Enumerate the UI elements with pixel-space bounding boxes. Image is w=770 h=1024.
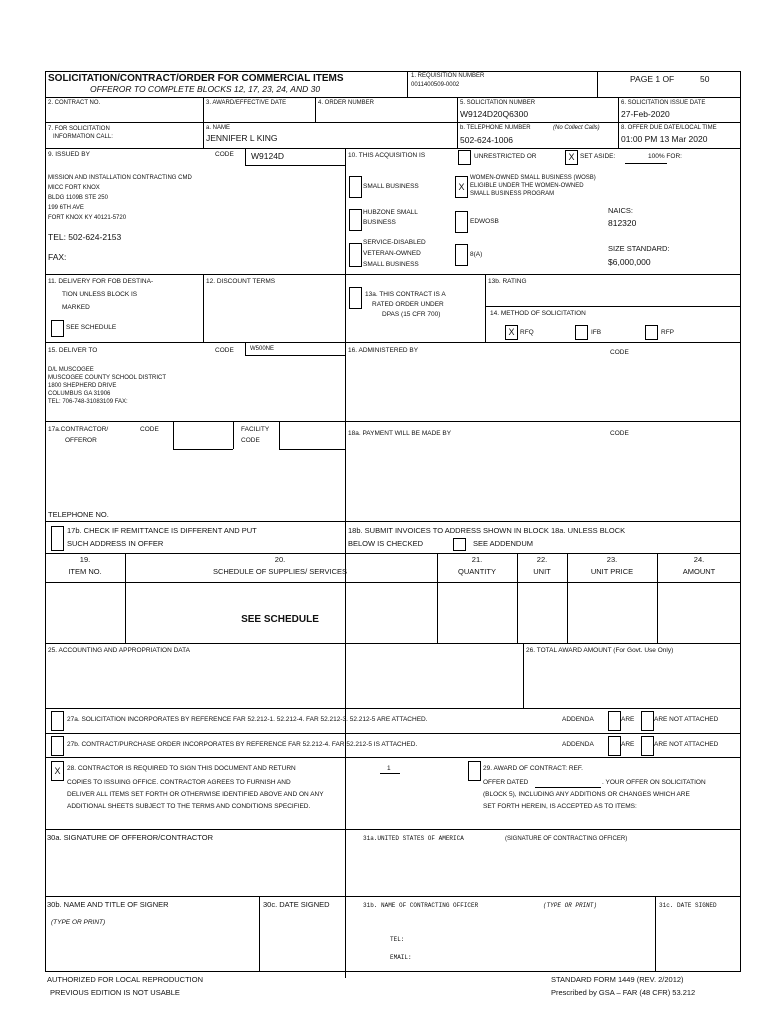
small-business-label: SMALL BUSINESS — [363, 183, 419, 190]
remittance-checkbox[interactable] — [51, 526, 64, 551]
far-27b-checkbox[interactable] — [51, 736, 64, 756]
far-27a-addenda: ADDENDA — [562, 716, 594, 723]
ifb-checkbox[interactable] — [575, 325, 588, 340]
col-price-name: UNIT PRICE — [590, 567, 634, 576]
footer-right-2: Prescribed by GSA – FAR (48 CFR) 53.212 — [551, 988, 696, 997]
contractor-label-2: OFFEROR — [65, 437, 97, 444]
award-text-1: 29. AWARD OF CONTRACT: REF. — [483, 765, 583, 772]
issued-address-1: MISSION AND INSTALLATION CONTRACTING CMD — [48, 175, 192, 181]
set-aside-checkbox[interactable]: X — [565, 150, 578, 165]
unrestricted-label: UNRESTRICTED OR — [474, 153, 537, 160]
col-amount-name: AMOUNT — [682, 567, 716, 576]
far-27a-are: ARE — [621, 716, 635, 723]
facility-label-2: CODE — [241, 437, 260, 444]
far-27a-are-checkbox[interactable] — [608, 711, 621, 731]
page-total: 50 — [700, 74, 710, 84]
issued-address-4: 199 6TH AVE — [48, 205, 84, 211]
fob-line-3: MARKED — [62, 304, 90, 311]
far-27a-not: ARE NOT ATTACHED — [654, 716, 719, 723]
issued-address-3: BLDG 1109B STE 250 — [48, 195, 108, 201]
fob-line-2: TION UNLESS BLOCK IS — [62, 291, 138, 298]
col-amount-num: 24. — [693, 555, 705, 564]
rfq-checkbox[interactable]: X — [505, 325, 518, 340]
sign-text-2: COPIES TO ISSUING OFFICE. CONTRACTOR AGREES TO FURNISH AND — [67, 779, 291, 786]
far-27b-are: ARE — [621, 741, 635, 748]
form-subtitle: OFFEROR TO COMPLETE BLOCKS 12, 17, 23, 24, AND 30 — [90, 84, 321, 94]
date-31c-label: 31c. DATE SIGNED — [659, 902, 717, 909]
award-text-2b: . YOUR OFFER ON SOLICITATION — [602, 779, 706, 786]
name-title-label: 30b. NAME AND TITLE OF SIGNER — [47, 900, 169, 909]
rating-label: 13b. RATING — [488, 278, 527, 285]
sdvosb-line-2: VETERAN-OWNED — [363, 250, 421, 257]
see-schedule-checkbox[interactable] — [51, 320, 64, 337]
size-standard: $6,000,000 — [608, 257, 651, 267]
order-number-label: 4. ORDER NUMBER — [318, 100, 375, 106]
col-unit-num: 22. — [536, 555, 548, 564]
set-aside-label: SET ASIDE: — [580, 153, 616, 160]
issued-address-5: FORT KNOX KY 40121-5720 — [48, 215, 127, 221]
telephone-label: TELEPHONE NO. — [48, 510, 109, 519]
contract-no-label: 2. CONTRACT NO. — [48, 100, 101, 106]
award-date-label: 3. AWARD/EFFECTIVE DATE — [206, 100, 287, 106]
issue-date: 27-Feb-2020 — [621, 109, 670, 119]
rfp-label: RFP — [661, 329, 674, 336]
unrestricted-checkbox[interactable] — [458, 150, 471, 165]
footer-right-1: STANDARD FORM 1449 (REV. 2/2012) — [551, 975, 684, 984]
total-award-label: 26. TOTAL AWARD AMOUNT (For Govt. Use Only) — [526, 647, 674, 654]
hubzone-line-1: HUBZONE SMALL — [363, 209, 418, 216]
administered-code-label: CODE — [610, 349, 629, 356]
hubzone-checkbox[interactable] — [349, 209, 362, 231]
offeror-signature-label: 30a. SIGNATURE OF OFFEROR/CONTRACTOR — [47, 833, 213, 842]
edwosb-checkbox[interactable] — [455, 211, 468, 233]
deliver-address-5: TEL: 706-748-31083109 FAX: — [48, 399, 128, 405]
deliver-address-4: COLUMBUS GA 31906 — [48, 391, 111, 397]
officer-tel-label: TEL: — [390, 936, 405, 943]
edwosb-label: EDWOSB — [470, 218, 499, 225]
see-schedule-label: SEE SCHEDULE — [66, 324, 117, 331]
issued-code: W9124D — [251, 151, 285, 161]
info-call-label-1: 7. FOR SOLICITATION — [48, 126, 110, 132]
far-27b-text: 27b. CONTRACT/PURCHASE ORDER INCORPORATES BY REFERENCE FAR 52.212-4. FAR 52.212-5 IS ATTACHED. — [67, 741, 418, 748]
acquisition-label: 10. THIS ACQUISITION IS — [348, 152, 426, 159]
deliver-to-code-label: CODE — [215, 347, 234, 354]
remittance-line-2: SUCH ADDRESS IN OFFER — [67, 539, 164, 548]
ifb-label: IFB — [591, 329, 602, 336]
issued-address-2: MICC FORT KNOX — [48, 185, 100, 191]
deliver-address-1: D/L MUSCOGEE — [48, 367, 94, 373]
small-business-checkbox[interactable] — [349, 176, 362, 198]
payment-label: 18a. PAYMENT WILL BE MADE BY — [348, 430, 452, 437]
solicitation-form — [45, 71, 741, 972]
rated-line-2: RATED ORDER UNDER — [372, 301, 444, 308]
offer-due-label: 8. OFFER DUE DATE/LOCAL TIME — [621, 125, 717, 131]
footer-left-1: AUTHORIZED FOR LOCAL REPRODUCTION — [47, 975, 203, 984]
issue-date-label: 6. SOLICITATION ISSUE DATE — [621, 100, 706, 106]
officer-signature-label: (SIGNATURE OF CONTRACTING OFFICER) — [505, 836, 628, 842]
phone-label: b. TELEPHONE NUMBER — [460, 125, 531, 131]
col-item-name: ITEM NO. — [68, 567, 102, 576]
col-supplies-num: 20. — [274, 555, 286, 564]
award-checkbox[interactable] — [468, 761, 481, 781]
8a-label: 8(A) — [470, 251, 483, 258]
rated-line-1: 13a. THIS CONTRACT IS A — [365, 291, 446, 298]
size-standard-label: SIZE STANDARD: — [608, 244, 670, 253]
sign-text-4: ADDITIONAL SHEETS SUBJECT TO THE TERMS AND CONDITIONS SPECIFIED. — [67, 803, 311, 810]
award-text-4: SET FORTH HEREIN, IS ACCEPTED AS TO ITEMS: — [483, 803, 637, 810]
award-text-2: OFFER DATED — [483, 779, 529, 786]
contact-name: JENNIFER L KING — [206, 133, 278, 143]
solicitation-number-label: 5. SOLICITATION NUMBER — [460, 100, 536, 106]
far-27a-text: 27a. SOLICITATION INCORPORATES BY REFERENCE FAR 52.212-1. 52.212-4. FAR 52.212-3. 52.212-5 ARE ATTACHED. — [67, 716, 428, 723]
issued-code-label: CODE — [215, 151, 234, 158]
footer-left-2: PREVIOUS EDITION IS NOT USABLE — [50, 988, 180, 997]
offer-due-date: 01:00 PM 13 Mar 2020 — [621, 134, 708, 144]
far-27a-checkbox[interactable] — [51, 711, 64, 731]
type-print-note-2: (TYPE OR PRINT) — [543, 902, 598, 909]
far-27b-not: ARE NOT ATTACHED — [654, 741, 719, 748]
type-print-note: (TYPE OR PRINT) — [51, 919, 106, 926]
addendum-label: SEE ADDENDUM — [473, 539, 534, 548]
contractor-sign-checkbox[interactable]: X — [51, 761, 64, 781]
deliver-to-label: 15. DELIVER TO — [48, 347, 98, 354]
far-27b-are-checkbox[interactable] — [608, 736, 621, 756]
see-schedule-heading: SEE SCHEDULE — [241, 614, 319, 625]
contractor-code-label: CODE — [140, 426, 159, 433]
award-text-3: (BLOCK 5), INCLUDING ANY ADDITIONS OR CHANGES WHICH ARE — [483, 791, 690, 798]
requisition-number: 0011400509-0002 — [411, 82, 460, 88]
deliver-address-2: MUSCOGEE COUNTY SCHOOL DISTRICT — [48, 375, 167, 381]
invoice-line-1: 18b. SUBMIT INVOICES TO ADDRESS SHOWN IN BLOCK 18a. UNLESS BLOCK — [348, 526, 626, 535]
sign-text-1: 28. CONTRACTOR IS REQUIRED TO SIGN THIS DOCUMENT AND RETURN — [67, 765, 296, 772]
naics-label: NAICS: — [608, 206, 634, 215]
sdvosb-line-3: SMALL BUSINESS — [363, 261, 419, 268]
administered-by-label: 16. ADMINISTERED BY — [348, 347, 419, 354]
rated-line-3: DPAS (15 CFR 700) — [382, 311, 441, 318]
hubzone-line-2: BUSINESS — [363, 219, 396, 226]
issued-tel: TEL: 502-624-2153 — [48, 232, 122, 242]
rfp-checkbox[interactable] — [645, 325, 658, 340]
col-unit-name: UNIT — [533, 567, 551, 576]
8a-checkbox[interactable] — [455, 244, 468, 266]
naics-code: 812320 — [608, 218, 637, 228]
remittance-line-1: 17b. CHECK IF REMITTANCE IS DIFFERENT AND PUT — [67, 526, 257, 535]
issued-by-label: 9. ISSUED BY — [48, 151, 90, 158]
no-collect-note: (No Collect Calls) — [553, 125, 600, 131]
officer-email-label: EMAIL: — [390, 954, 412, 961]
wosb-line-2: ELIGIBLE UNDER THE WOMEN-OWNED — [470, 183, 584, 189]
far-27a-not-checkbox[interactable] — [641, 711, 654, 731]
rfq-label: RFQ — [520, 329, 534, 336]
issued-fax: FAX: — [48, 252, 67, 262]
fob-line-1: 11. DELIVERY FOR FOB DESTINA- — [48, 278, 154, 285]
sign-copies: 1 — [387, 765, 391, 772]
info-call-label-2: INFORMATION CALL: — [53, 134, 113, 140]
sdvosb-checkbox[interactable] — [349, 243, 362, 267]
usa-label: 31a.UNITED STATES OF AMERICA — [363, 835, 464, 842]
officer-name-label: 31b. NAME OF CONTRACTING OFFICER — [363, 902, 479, 909]
invoice-line-2: BELOW IS CHECKED — [348, 539, 424, 548]
form-title: SOLICITATION/CONTRACT/ORDER FOR COMMERCIAL ITEMS — [48, 73, 344, 84]
sign-text-3: DELIVER ALL ITEMS SET FORTH OR OTHERWISE IDENTIFIED ABOVE AND ON ANY — [67, 791, 324, 798]
solicitation-number: W9124D20Q6300 — [460, 109, 529, 119]
contractor-label-1: 17a.CONTRACTOR/ — [48, 426, 109, 433]
wosb-checkbox[interactable]: X — [455, 176, 468, 198]
wosb-line-1: WOMEN-OWNED SMALL BUSINESS (WOSB) — [470, 175, 596, 181]
rated-order-checkbox[interactable] — [349, 287, 362, 309]
far-27b-not-checkbox[interactable] — [641, 736, 654, 756]
addendum-checkbox[interactable] — [453, 538, 466, 551]
col-quantity-name: QUANTITY — [458, 567, 496, 576]
col-item-num: 19. — [79, 555, 91, 564]
col-price-num: 23. — [606, 555, 618, 564]
method-label: 14. METHOD OF SOLICITATION — [490, 310, 586, 317]
far-27b-addenda: ADDENDA — [562, 741, 594, 748]
discount-terms-label: 12. DISCOUNT TERMS — [206, 278, 276, 285]
set-aside-percent: 100% FOR: — [648, 153, 682, 160]
date-signed-label: 30c. DATE SIGNED — [263, 900, 330, 909]
page-label: PAGE 1 OF — [630, 74, 675, 84]
accounting-label: 25. ACCOUNTING AND APPROPRIATION DATA — [48, 647, 190, 654]
col-supplies-name: SCHEDULE OF SUPPLIES/ SERVICES — [212, 567, 348, 576]
contact-phone: 502-624-1006 — [460, 135, 513, 145]
name-label: a. NAME — [206, 125, 231, 131]
facility-label-1: FACILITY — [241, 426, 270, 433]
requisition-label: 1. REQUISITION NUMBER — [411, 73, 485, 79]
wosb-line-3: SMALL BUSINESS PROGRAM — [470, 191, 555, 197]
deliver-address-3: 1800 SHEPHERD DRIVE — [48, 383, 117, 389]
payment-code-label: CODE — [610, 430, 629, 437]
col-quantity-num: 21. — [471, 555, 483, 564]
sdvosb-line-1: SERVICE-DISABLED — [363, 239, 426, 246]
deliver-to-code: W500NE — [250, 346, 275, 352]
